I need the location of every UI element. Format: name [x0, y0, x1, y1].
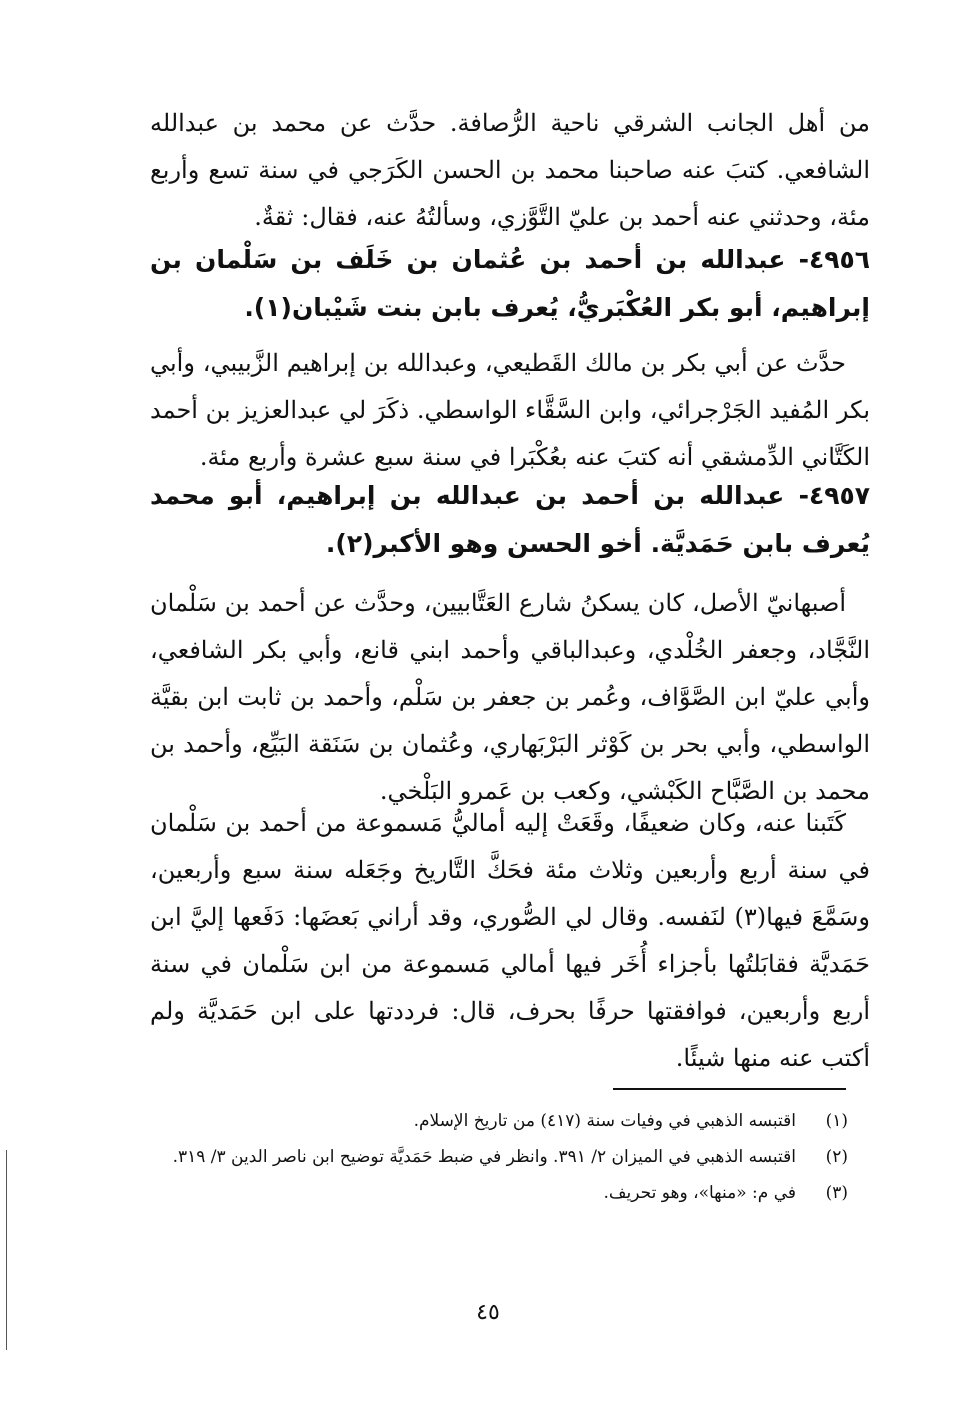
footnote-item: [150, 1142, 848, 1172]
biography-entry-title: ٤٩٥٦- عبدالله بن أحمد بن عُثمان بن خَلَف بن سَلْمان بن إبراهيم، أبو بكر العُكْبَريُّ، يُعرف بابن بنت شَيْبان(١).: [150, 245, 870, 322]
paragraph: من أهل الجانب الشرقي ناحية الرُّصافة. حدَّث عن محمد بن عبدالله الشافعي. كتبَ عنه صاحبنا محمد بن الحسن الكَرَجي في سنة تسع وأربع مئة، وحدثني عنه أحمد بن عليّ التَّوَّزي، وسألتُهُ عنه، فقال: ثقةٌ.: [150, 109, 870, 231]
body-text-4956: [150, 340, 870, 481]
entry-heading-4957: [150, 472, 870, 568]
paragraph: أصبهانيّ الأصل، كان يسكنُ شارع العَتَّابيين، وحدَّث عن أحمد بن سَلْمان النَّجَّاد، وجعفر الخُلْدي، وعبدالباقي وأحمد ابني قانع، وأبي بكر الشافعي، وأبي عليّ ابن الصَّوَّاف، وعُمر بن جعفر بن سَلْم، وأحمد بن ثابت ابن بقيَّة الواسطي، وأبي بحر بن كَوْثر البَرْبَهاري، وعُثمان بن سَنَقة البَيِّع، وأحمد بن محمد بن الصَّبَّاح الكَبْشي، وكعب بن عَمرو البَلْخي.: [150, 589, 870, 805]
page-number: ٤٥: [476, 1300, 500, 1325]
footnote-text: في م: «منها»، وهو تحريف.: [603, 1183, 796, 1203]
body-text-4957-a: [150, 580, 870, 815]
footnote-text: اقتبسه الذهبي في الميزان ٢/ ٣٩١. وانظر في ضبط حَمَديَّة توضيح ابن ناصر الدين ٣/ ٣١٩.: [172, 1147, 796, 1167]
scan-edge-line: [6, 1150, 7, 1350]
body-text-4957-b: [150, 800, 870, 1082]
footnote-item: [150, 1178, 848, 1208]
footnote-text: اقتبسه الذهبي في وفيات سنة (٤١٧) من تاريخ الإسلام.: [413, 1111, 796, 1131]
entry-heading-4956: [150, 236, 870, 332]
footnote-number: (١): [825, 1111, 848, 1131]
biography-entry-title: ٤٩٥٧- عبدالله بن أحمد بن عبدالله بن إبراهيم، أبو محمد يُعرف بابن حَمَديَّة. أخو الحسن وهو الأكبر(٢).: [150, 481, 870, 558]
footnote-separator: [613, 1088, 846, 1090]
footnote-number: (٣): [825, 1183, 848, 1203]
body-text-intro: [150, 100, 870, 241]
footnotes: [150, 1106, 848, 1214]
footnote-number: (٢): [825, 1147, 848, 1167]
footnote-item: [150, 1106, 848, 1136]
paragraph: كَتَبنا عنه، وكان ضعيفًا، وقَعَتْ إليه أماليُّ مَسموعة من أحمد بن سَلْمان في سنة أربع وأربعين وثلاث مئة فحَكَّ التَّاريخ وجَعَله سنة سبع وأربعين، وسَمَّعَ فيها(٣) لنَفسه. وقال لي الصُّوري، وقد أراني بَعضَها: دَفَعها إليَّ ابن حَمَديَّة فقابَلتُها بأجزاء أُخَر فيها أمالي مَسموعة من ابن سَلْمان في سنة أربع وأربعين، فوافقتها حرفًا بحرف، قال: فرددتها على ابن حَمَديَّة ولم أكتب عنه منها شيئًا.: [150, 809, 870, 1072]
paragraph: حدَّث عن أبي بكر بن مالك القَطيعي، وعبدالله بن إبراهيم الزَّبيبي، وأبي بكر المُفيد الجَرْجرائي، وابن السَّقَّاء الواسطي. ذكَرَ لي عبدالعزيز بن أحمد الكَتَّاني الدِّمشقي أنه كتبَ عنه بعُكْبَرا في سنة سبع عشرة وأربع مئة.: [150, 349, 871, 471]
